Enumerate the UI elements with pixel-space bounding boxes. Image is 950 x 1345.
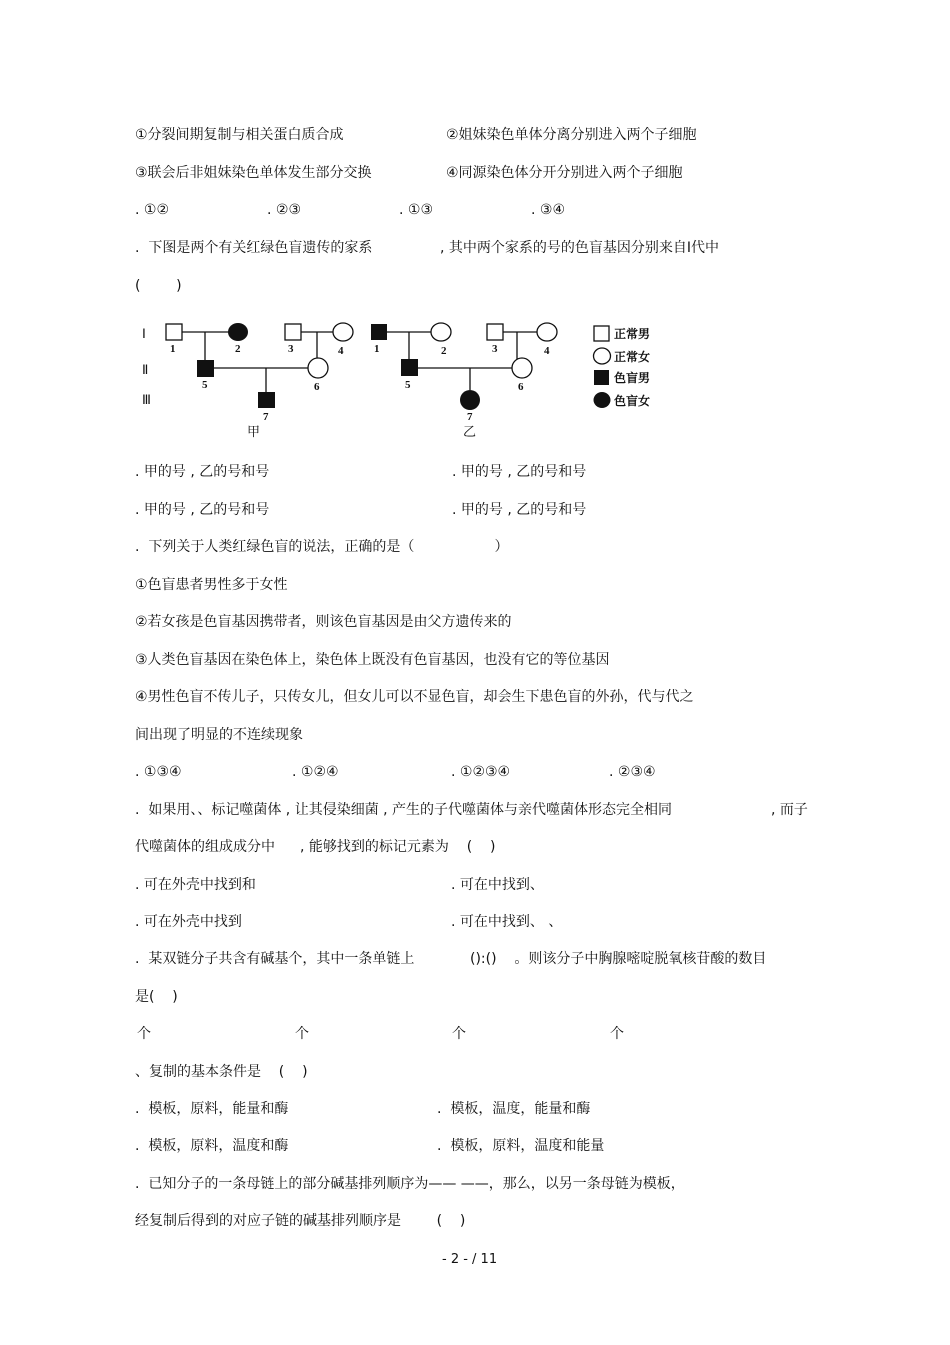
family-yi-label: 乙 [463,425,477,440]
phage-question-stem-cont: , 而子 [771,802,808,818]
jia-num-5: 5 [202,379,208,391]
dna-count-choice-a: 个 [137,1026,151,1042]
legend-colorblind-female-symbol [594,392,611,408]
jia-i3-normal-male [285,324,301,340]
replication-choice-c: . 模板，原料，温度和酶 [135,1138,289,1154]
legend-normal-female-label: 正常女 [614,350,651,364]
pedigree-figure [130,316,690,446]
legend-normal-female-symbol [594,348,611,364]
choice-d: . ③④ [531,202,566,218]
legend-colorblind-female-label: 色盲女 [614,394,651,408]
option-1: ①分裂间期复制与相关蛋白质合成 [135,127,344,143]
statement-1: ①色盲患者男性多于女性 [135,577,288,593]
dna-count-question-line2: 是( ) [135,989,178,1005]
yi-iii7-colorblind-female [460,390,480,410]
choice-a: . ①② [135,202,170,218]
statement-2: ②若女孩是色盲基因携带者，则该色盲基因是由父方遗传来的 [135,614,512,630]
yi-i3-normal-male [487,324,503,340]
option-4: ④同源染色体分开分别进入两个子细胞 [446,165,683,181]
pedigree-choice-c: . 甲的号 , 乙的号和号 [135,502,270,518]
phage-choice-a: . 可在外壳中找到和 [135,877,256,893]
yi-i4-normal-female [537,323,557,341]
pedigree-question-stem-cont: , 其中两个家系的号的色盲基因分别来自Ⅰ代中 [440,240,720,256]
phage-question-line2-cont: , 能够找到的标记元素为 ( ) [300,839,496,855]
colorblind-choice-a: . ①③④ [135,764,182,780]
colorblind-choice-b: . ①②④ [292,764,339,780]
yi-num-1: 1 [374,343,380,355]
yi-num-4: 4 [544,345,550,357]
yi-num-2: 2 [441,345,447,357]
jia-i4-normal-female [333,323,353,341]
pedigree-choice-a: . 甲的号 , 乙的号和号 [135,464,270,480]
choice-b: . ②③ [267,202,302,218]
phage-question-line2: 代噬菌体的组成成分中 [135,839,275,855]
legend-normal-male-symbol [594,326,609,341]
yi-ii5-colorblind-male [401,359,418,376]
phage-question-stem: . 如果用、、标记噬菌体 , 让其侵染细菌 , 产生的子代噬菌体与亲代噬菌体形态完全相同 [135,802,673,818]
page-number: - 2 - / 11 [442,1252,498,1267]
colorblind-choice-d: . ②③④ [609,764,656,780]
jia-i2-colorblind-female [228,323,248,341]
legend-normal-male-label: 正常男 [614,327,651,341]
replication-choice-b: . 模板，温度，能量和酶 [437,1101,591,1117]
replication-question-stem: 、复制的基本条件是 ( ) [135,1064,308,1080]
jia-num-2: 2 [235,343,241,355]
jia-num-1: 1 [170,343,176,355]
dna-count-question-stem-cont: ():() 。则该分子中胸腺嘧啶脱氧核苷酸的数目 [470,951,767,967]
answer-blank: ( ) [135,278,182,294]
jia-ii6-normal-female [308,358,328,378]
dna-count-choice-b: 个 [295,1026,309,1042]
legend-colorblind-male-label: 色盲男 [614,371,651,385]
colorblind-choice-c: . ①②③④ [451,764,511,780]
replication-choice-a: . 模板，原料，能量和酶 [135,1101,289,1117]
statement-4-cont: 间出现了明显的不连续现象 [135,727,303,743]
legend-colorblind-male-symbol [594,370,609,385]
jia-num-3: 3 [288,343,294,355]
yi-ii6-normal-female [512,358,532,378]
dna-count-question-stem: . 某双链分子共含有碱基个，其中一条单链上 [135,951,415,967]
yi-num-7: 7 [467,411,473,423]
phage-choice-b: . 可在中找到、 [451,877,544,893]
jia-num-7: 7 [263,411,269,423]
yi-num-6: 6 [518,381,524,393]
jia-i1-normal-male [166,324,182,340]
statement-4: ④男性色盲不传儿子，只传女儿，但女儿可以不显色盲，却会生下患色盲的外孙，代与代之 [135,689,694,705]
pedigree-choice-b: . 甲的号 , 乙的号和号 [452,464,587,480]
jia-ii5-colorblind-male [197,360,214,377]
jia-iii7-colorblind-male [258,392,275,408]
yi-i2-normal-female [431,323,451,341]
jia-num-6: 6 [314,381,320,393]
gen-label-2: Ⅱ [142,362,149,377]
replication-choice-d: . 模板，原料，温度和能量 [437,1138,605,1154]
sequence-question-stem: . 已知分子的一条母链上的部分碱基排列顺序为—— ——，那么，以另一条母链为模板， [135,1176,685,1192]
gen-label-3: Ⅲ [142,392,151,407]
pedigree-choice-d: . 甲的号 , 乙的号和号 [452,502,587,518]
yi-num-3: 3 [492,343,498,355]
dna-count-choice-c: 个 [452,1026,466,1042]
phage-choice-c: . 可在外壳中找到 [135,914,242,930]
option-3: ③联会后非姐妹染色单体发生部分交换 [135,165,372,181]
yi-num-5: 5 [405,379,411,391]
family-jia-label: 甲 [247,425,261,440]
yi-i1-colorblind-male [371,324,387,340]
option-2: ②姐妹染色单体分离分别进入两个子细胞 [446,127,697,143]
pedigree-question-stem: . 下图是两个有关红绿色盲遗传的家系 [135,240,373,256]
gen-label-1: Ⅰ [142,326,146,341]
dna-count-choice-d: 个 [610,1026,624,1042]
jia-num-4: 4 [338,345,344,357]
choice-c: . ①③ [399,202,434,218]
phage-choice-d: . 可在中找到、 、 [451,914,563,930]
colorblind-question-stem: . 下列关于人类红绿色盲的说法，正确的是（ ） [135,539,509,555]
sequence-question-line2: 经复制后得到的对应子链的碱基排列顺序是 ( ) [135,1213,466,1229]
statement-3: ③人类色盲基因在染色体上，染色体上既没有色盲基因，也没有它的等位基因 [135,652,610,668]
